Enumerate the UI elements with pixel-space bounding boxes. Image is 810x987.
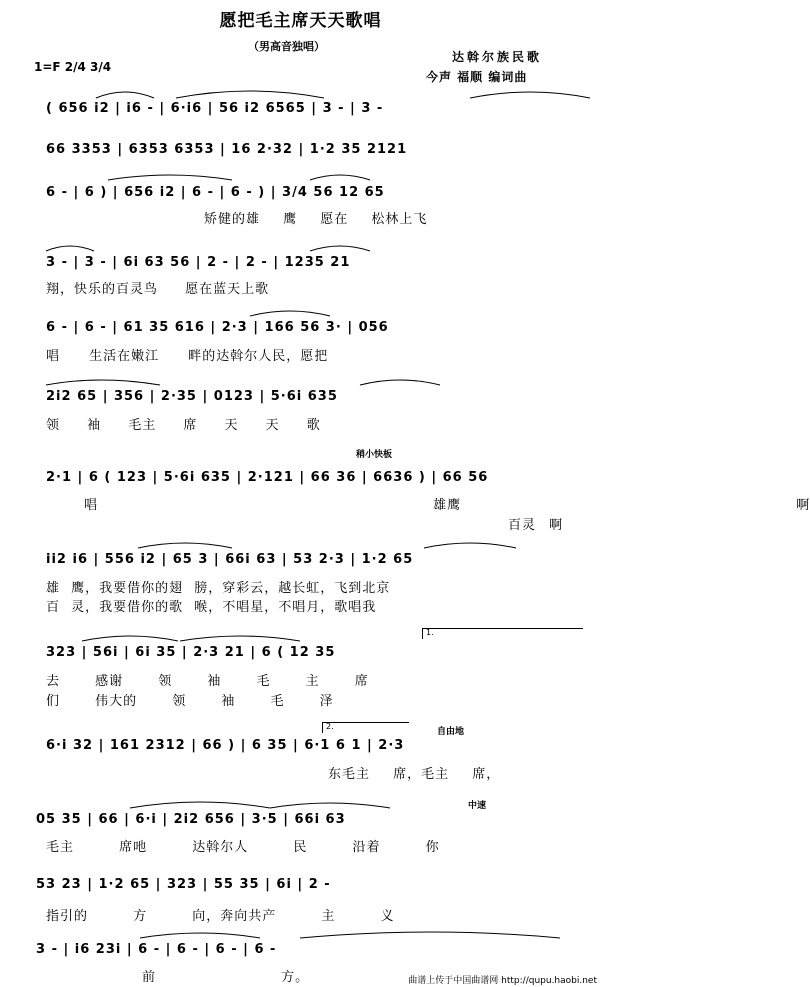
notation-row: ( 656 i2 | i6 - | 6·i6 | 56 i2 6565 | 3 - | 3 - [46, 101, 384, 116]
lyric-line: 领 袖 毛主 席 天 天 歌 [46, 418, 321, 433]
lyric-line: 东毛主 席，毛主 席， [328, 767, 501, 782]
lyric-line: 矫健的雄 鹰 愿在 松林上飞 [204, 212, 428, 227]
notation-row: 6·i 32 | 161 2312 | 66 ) | 6 35 | 6·1 6 1 | 2·3 [46, 738, 405, 753]
notation-row: 3 - | i6 23i | 6 - | 6 - | 6 - | 6 - [36, 942, 277, 957]
lyric-line: 指引的 方 向，奔向共产 主 义 [46, 909, 395, 924]
tempo-mark: 稍小快板 [356, 450, 393, 460]
lyric-line: 去 感谢 领 袖 毛 主 席 [46, 674, 369, 689]
first-ending-bracket: 1. [422, 628, 583, 639]
second-ending-bracket: 2. [322, 722, 409, 733]
lyric-line: 雄 鹰，我要借你的翅 膀，穿彩云，越长虹，飞到北京 [46, 581, 391, 596]
lyric-line: 们 伟大的 领 袖 毛 泽 [46, 694, 334, 709]
key-signature: 1=F 2/4 3/4 [34, 60, 112, 74]
notation-row: 3 - | 3 - | 6i 63 56 | 2 - | 2 - | 1235 21 [46, 255, 351, 270]
credit-authors: 今声 福顺 编词曲 [426, 70, 528, 84]
notation-row: 6 - | 6 - | 61 35 616 | 2·3 | 166 56 3· | 056 [46, 320, 389, 335]
notation-row: 2i2 65 | 356 | 2·35 | 0123 | 5·6i 635 [46, 389, 338, 404]
lyric-line: 毛主 席吔 达斡尔人 民 沿着 你 [46, 840, 440, 855]
song-subtitle: （男高音独唱） [248, 40, 325, 53]
notation-row: 53 23 | 1·2 65 | 323 | 55 35 | 6i | 2 - [36, 877, 331, 892]
lyric-line: 百灵 啊 [508, 518, 564, 533]
notation-row: 323 | 56i | 6i 35 | 2·3 21 | 6 ( 12 35 [46, 645, 336, 660]
notation-row: ii2 i6 | 556 i2 | 65 3 | 66i 63 | 53 2·3 | 1·2 65 [46, 552, 414, 567]
lyric-line: 百 灵，我要借你的歌 喉，不唱星，不唱月，歌唱我 [46, 600, 377, 615]
tempo-mark: 中速 [468, 801, 487, 811]
tempo-mark: 自由地 [437, 727, 465, 737]
footer-watermark: 曲谱上传于中国曲谱网 http://qupu.haobi.net [408, 976, 597, 986]
notation-row: 2·1 | 6 ( 123 | 5·6i 635 | 2·121 | 66 36 | 6636 ) | 66 56 [46, 470, 489, 485]
lyric-line: 唱 雄鹰 啊 [84, 498, 810, 513]
credit-origin: 达斡尔族民歌 [452, 50, 543, 64]
lyric-line: 唱 生活在嫩江 畔的达斡尔人民，愿把 [46, 349, 329, 364]
lyric-line: 前 方。 [142, 970, 310, 985]
lyric-line: 翔，快乐的百灵鸟 愿在蓝天上歌 [46, 282, 270, 297]
notation-row: 66 3353 | 6353 6353 | 16 2·32 | 1·2 35 2121 [46, 142, 408, 157]
notation-row: 6 - | 6 ) | 656 i2 | 6 - | 6 - ) | 3/4 56 12 65 [46, 185, 385, 200]
notation-row: 05 35 | 66 | 6·i | 2i2 656 | 3·5 | 66i 63 [36, 812, 346, 827]
song-title: 愿把毛主席天天歌唱 [219, 11, 382, 31]
